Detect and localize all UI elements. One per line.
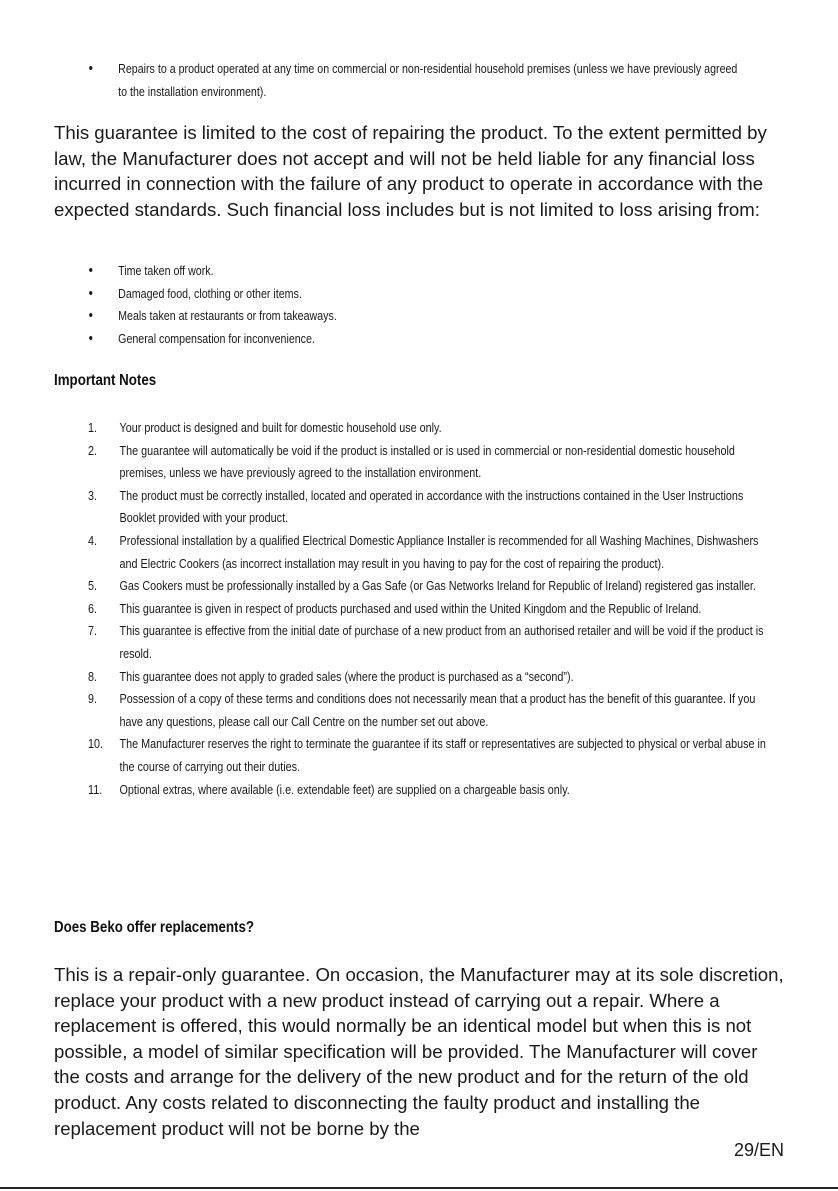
list-item: • Repairs to a product operated at any time on commercial or non-residential household premises (unless we have previously agreed to the installation environment).: [87, 58, 741, 103]
note-text: The Manufacturer reserves the right to terminate the guarantee if its staff or representatives are subjected to physical or verbal abuse in the course of carrying out their duties.: [119, 736, 766, 774]
note-number: 6.: [88, 600, 98, 616]
list-item: [88, 779, 777, 802]
list-item: [88, 688, 777, 733]
note-text: Possession of a copy of these terms and conditions does not necessarily mean that a product has the benefit of this guarantee. If you have any questions, please call our Call Centre on the number set out above.: [119, 691, 756, 729]
note-text: Professional installation by a qualified Electrical Domestic Appliance Installer is recommended for all Washing Machines, Dishwashers and Electric Cookers (as incorrect installation may result in you having to pay for the cost of repairing the product).: [119, 532, 759, 571]
list-item: • Time taken off work.: [87, 260, 661, 283]
note-text: The product must be correctly installed, located and operated in accordance with the instructions contained in the User Instructions Booklet provided with your product.: [119, 487, 744, 526]
list-item: [88, 575, 777, 598]
list-item: • General compensation for inconvenience.: [87, 328, 661, 351]
loss-bullet-list: [87, 260, 661, 350]
list-item: [88, 417, 777, 440]
note-text: This guarantee is effective from the initial date of purchase of a new product from an authorised retailer and will be void if the product is resold.: [119, 623, 764, 661]
list-item: • Damaged food, clothing or other items.: [87, 283, 661, 306]
note-text: This guarantee does not apply to graded sales (where the product is purchased as a “second”).: [119, 668, 574, 684]
liability-paragraph: This guarantee is limited to the cost of repairing the product. To the extent permitted by law, the Manufacturer does not accept and will not be held liable for any financial loss incurred in connection with the failure of any product to operate in accordance with the expected standards. Such financial loss includes but is not limited to loss arising from:: [54, 122, 767, 220]
list-item: [88, 666, 777, 689]
note-number: 3.: [88, 487, 98, 503]
note-text: Optional extras, where available (i.e. extendable feet) are supplied on a chargeable basis only.: [119, 781, 570, 797]
note-number: 11.: [88, 781, 103, 797]
note-number: 7.: [88, 623, 98, 639]
list-item: [88, 620, 777, 665]
note-number: 10.: [88, 736, 104, 752]
replacements-paragraph: This is a repair-only guarantee. On occasion, the Manufacturer may at its sole discretion, replace your product with a new product instead of carrying out a repair. Where a replacement is offered, this would normally be an identical model but when this is not possible, a model of similar specification will be provided. The Manufacturer will cover the costs and arrange for the delivery of the new product and for the return of the old product. Any costs related to disconnecting the faulty product and installing the replacement product will not be borne by the: [54, 964, 784, 1139]
page-number: 29/EN: [733, 1140, 784, 1160]
important-notes-heading: Important Notes: [54, 372, 157, 389]
list-item: [88, 598, 777, 621]
page-bottom-rule: [0, 1187, 838, 1189]
note-text: Gas Cookers must be professionally installed by a Gas Safe (or Gas Networks Ireland for Republic of Ireland) registered gas installer.: [119, 578, 756, 594]
intro-bullet-list: [87, 58, 738, 103]
note-text: Your product is designed and built for domestic household use only.: [119, 420, 442, 435]
list-item: [88, 733, 777, 778]
note-number: 2.: [88, 442, 98, 458]
list-item: [88, 485, 777, 530]
note-number: 9.: [88, 691, 98, 707]
list-item: • Meals taken at restaurants or from takeaways.: [87, 305, 661, 328]
note-number: 1.: [88, 420, 98, 435]
note-text: This guarantee is given in respect of products purchased and used within the United Kingdom and the Republic of Ireland.: [119, 600, 702, 616]
note-text: The guarantee will automatically be void if the product is installed or is used in commercial or non-residential domestic household premises, unless we have previously agreed to the installation environment.: [119, 442, 735, 481]
note-number: 4.: [88, 532, 98, 548]
note-number: 5.: [88, 578, 98, 594]
important-notes-list: [88, 417, 777, 801]
list-item: [88, 530, 777, 575]
replacements-heading: Does Beko offer replacements?: [54, 919, 255, 936]
list-item: [88, 440, 777, 485]
note-number: 8.: [88, 668, 98, 684]
